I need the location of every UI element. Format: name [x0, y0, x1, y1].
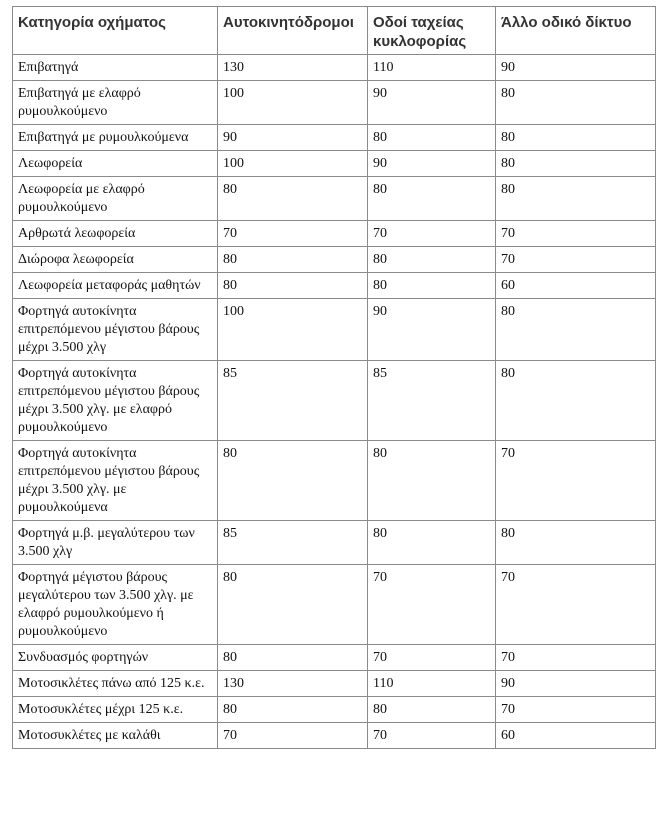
cell-expressways: 110: [368, 55, 496, 81]
speed-limits-table: [12, 6, 656, 749]
cell-motorways: 85: [218, 521, 368, 565]
cell-motorways: 100: [218, 299, 368, 361]
cell-expressways: 90: [368, 151, 496, 177]
table-row: [13, 671, 656, 697]
cell-motorways: 100: [218, 81, 368, 125]
cell-vehicle-category: Μοτοσυκλέτες μέχρι 125 κ.ε.: [13, 697, 218, 723]
cell-expressways: 110: [368, 671, 496, 697]
cell-expressways: 85: [368, 361, 496, 441]
cell-motorways: 80: [218, 247, 368, 273]
table-row: [13, 177, 656, 221]
cell-other-roads: 70: [496, 645, 656, 671]
cell-vehicle-category: Επιβατηγά με ρυμουλκούμενα: [13, 125, 218, 151]
cell-motorways: 80: [218, 177, 368, 221]
cell-motorways: 70: [218, 221, 368, 247]
table-row: [13, 565, 656, 645]
cell-expressways: 80: [368, 247, 496, 273]
cell-other-roads: 70: [496, 565, 656, 645]
table-row: [13, 645, 656, 671]
cell-motorways: 85: [218, 361, 368, 441]
table-row: [13, 151, 656, 177]
cell-vehicle-category: Φορτηγά μέγιστου βάρους μεγαλύτερου των 3.500 χλγ. με ελαφρό ρυμουλκούμενο ή ρυμουλκούμενο: [13, 565, 218, 645]
cell-vehicle-category: Λεωφορεία: [13, 151, 218, 177]
table-row: [13, 273, 656, 299]
cell-other-roads: 80: [496, 81, 656, 125]
header-motorways: Αυτοκινητόδρομοι: [218, 7, 368, 55]
table-row: [13, 81, 656, 125]
header-other-roads: Άλλο οδικό δίκτυο: [496, 7, 656, 55]
cell-other-roads: 70: [496, 247, 656, 273]
cell-other-roads: 90: [496, 671, 656, 697]
cell-other-roads: 70: [496, 441, 656, 521]
cell-vehicle-category: Επιβατηγά με ελαφρό ρυμουλκούμενο: [13, 81, 218, 125]
table-row: [13, 221, 656, 247]
table-row: [13, 521, 656, 565]
cell-vehicle-category: Επιβατηγά: [13, 55, 218, 81]
cell-motorways: 130: [218, 55, 368, 81]
cell-other-roads: 80: [496, 361, 656, 441]
header-expressways: Οδοί ταχείας κυκλοφορίας: [368, 7, 496, 55]
table-body: [13, 55, 656, 749]
table-row: [13, 723, 656, 749]
cell-motorways: 80: [218, 441, 368, 521]
cell-expressways: 70: [368, 565, 496, 645]
cell-motorways: 80: [218, 565, 368, 645]
cell-motorways: 70: [218, 723, 368, 749]
cell-other-roads: 80: [496, 177, 656, 221]
cell-expressways: 90: [368, 81, 496, 125]
cell-vehicle-category: Λεωφορεία μεταφοράς μαθητών: [13, 273, 218, 299]
cell-vehicle-category: Φορτηγά αυτοκίνητα επιτρεπόμενου μέγιστου βάρους μέχρι 3.500 χλγ. με ελαφρό ρυμουλκούμενο: [13, 361, 218, 441]
cell-expressways: 80: [368, 125, 496, 151]
cell-other-roads: 70: [496, 221, 656, 247]
cell-motorways: 130: [218, 671, 368, 697]
cell-expressways: 80: [368, 521, 496, 565]
cell-expressways: 80: [368, 273, 496, 299]
cell-expressways: 90: [368, 299, 496, 361]
cell-expressways: 80: [368, 177, 496, 221]
cell-vehicle-category: Αρθρωτά λεωφορεία: [13, 221, 218, 247]
cell-vehicle-category: Φορτηγά μ.β. μεγαλύτερου των 3.500 χλγ: [13, 521, 218, 565]
cell-motorways: 90: [218, 125, 368, 151]
table-row: [13, 299, 656, 361]
table-header-row: [13, 7, 656, 55]
cell-vehicle-category: Φορτηγά αυτοκίνητα επιτρεπόμενου μέγιστου βάρους μέχρι 3.500 χλγ. με ρυμουλκούμενα: [13, 441, 218, 521]
cell-vehicle-category: Φορτηγά αυτοκίνητα επιτρεπόμενου μέγιστου βάρους μέχρι 3.500 χλγ: [13, 299, 218, 361]
cell-other-roads: 60: [496, 723, 656, 749]
cell-motorways: 80: [218, 697, 368, 723]
table-row: [13, 247, 656, 273]
cell-other-roads: 70: [496, 697, 656, 723]
cell-expressways: 70: [368, 645, 496, 671]
cell-vehicle-category: Μοτοσικλέτες πάνω από 125 κ.ε.: [13, 671, 218, 697]
cell-other-roads: 60: [496, 273, 656, 299]
table-row: [13, 125, 656, 151]
cell-motorways: 80: [218, 273, 368, 299]
cell-expressways: 70: [368, 723, 496, 749]
table-row: [13, 441, 656, 521]
cell-expressways: 80: [368, 441, 496, 521]
cell-other-roads: 90: [496, 55, 656, 81]
header-vehicle-category: Κατηγορία οχήματος: [13, 7, 218, 55]
cell-other-roads: 80: [496, 151, 656, 177]
table-row: [13, 361, 656, 441]
cell-motorways: 100: [218, 151, 368, 177]
cell-expressways: 80: [368, 697, 496, 723]
cell-expressways: 70: [368, 221, 496, 247]
cell-vehicle-category: Λεωφορεία με ελαφρό ρυμουλκούμενο: [13, 177, 218, 221]
cell-vehicle-category: Διώροφα λεωφορεία: [13, 247, 218, 273]
cell-vehicle-category: Μοτοσυκλέτες με καλάθι: [13, 723, 218, 749]
table-row: [13, 697, 656, 723]
table-row: [13, 55, 656, 81]
cell-other-roads: 80: [496, 299, 656, 361]
cell-vehicle-category: Συνδυασμός φορτηγών: [13, 645, 218, 671]
cell-other-roads: 80: [496, 125, 656, 151]
cell-other-roads: 80: [496, 521, 656, 565]
cell-motorways: 80: [218, 645, 368, 671]
